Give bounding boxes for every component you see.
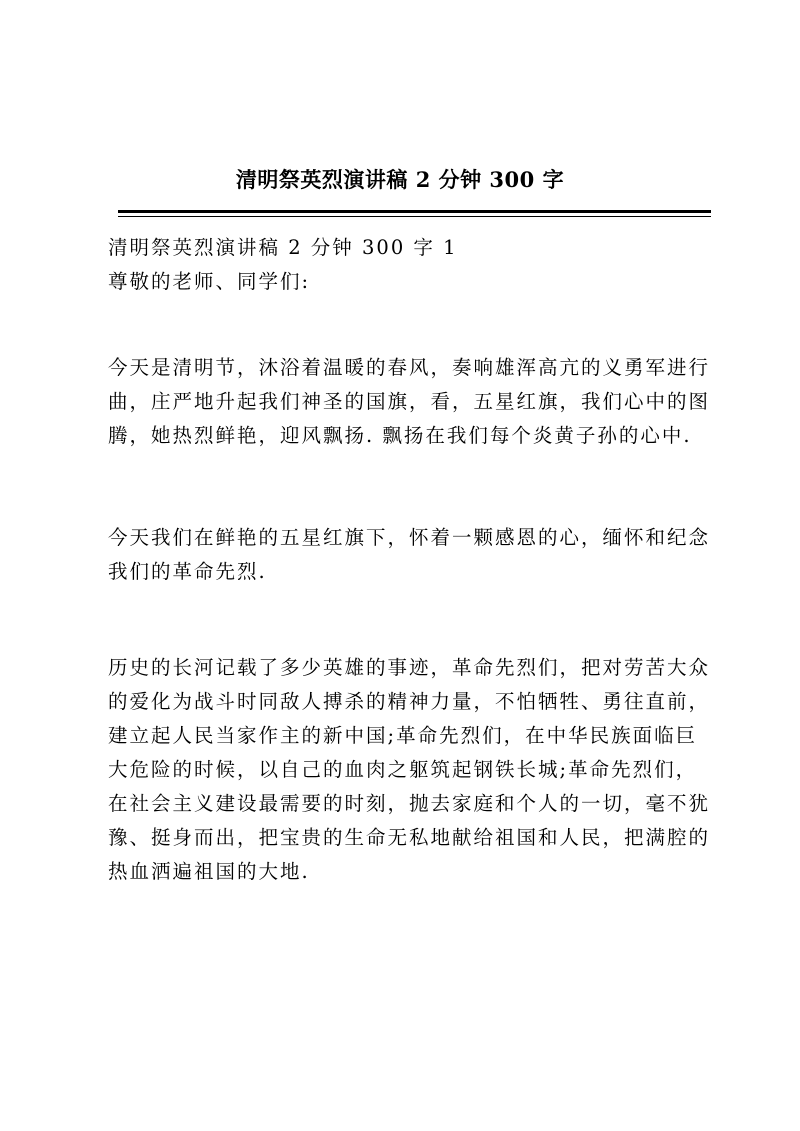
document-subtitle: 清明祭英烈演讲稿 2 分钟 300 字 1 (108, 236, 458, 259)
paragraph-line: 曲，庄严地升起我们神圣的国旗，看，五星红旗，我们心中的图 (108, 390, 711, 413)
paragraph-2 (108, 521, 718, 589)
paragraph-line: 历史的长河记载了多少英雄的事迹，革命先烈们，把对劳苦大众 (108, 656, 711, 679)
paragraph-3 (108, 651, 718, 889)
paragraph-line: 今天我们在鲜艳的五星红旗下，怀着一颗感恩的心，缅怀和纪念 (108, 526, 711, 549)
paragraph-line: 豫、挺身而出，把宝贵的生命无私地献给祖国和人民，把满腔的 (108, 826, 711, 849)
paragraph-line: 大危险的时候，以自己的血肉之躯筑起钢铁长城;革命先烈们， (108, 758, 698, 781)
document-title: 清明祭英烈演讲稿 2 分钟 300 字 (235, 167, 565, 192)
salutation: 尊敬的老师、同学们: (108, 270, 311, 293)
title-divider-thick (118, 210, 711, 213)
paragraph-line: 今天是清明节，沐浴着温暖的春风，奏响雄浑高亢的义勇军进行 (108, 356, 711, 379)
paragraph-line: 建立起人民当家作主的新中国;革命先烈们，在中华民族面临巨 (108, 724, 698, 747)
document-subtitle-block (108, 231, 718, 299)
paragraph-line: 的爱化为战斗时同敌人搏杀的精神力量，不怕牺牲、勇往直前， (108, 690, 711, 713)
paragraph-line: 我们的革命先烈. (108, 560, 267, 583)
title-divider-thin (118, 216, 711, 217)
paragraph-line: 在社会主义建设最需要的时刻，抛去家庭和个人的一切，毫不犹 (108, 792, 711, 815)
paragraph-line: 热血洒遍祖国的大地. (108, 860, 310, 883)
paragraph-line: 腾，她热烈鲜艳，迎风飘扬. 飘扬在我们每个炎黄子孙的心中. (108, 424, 692, 447)
paragraph-1 (108, 351, 718, 453)
